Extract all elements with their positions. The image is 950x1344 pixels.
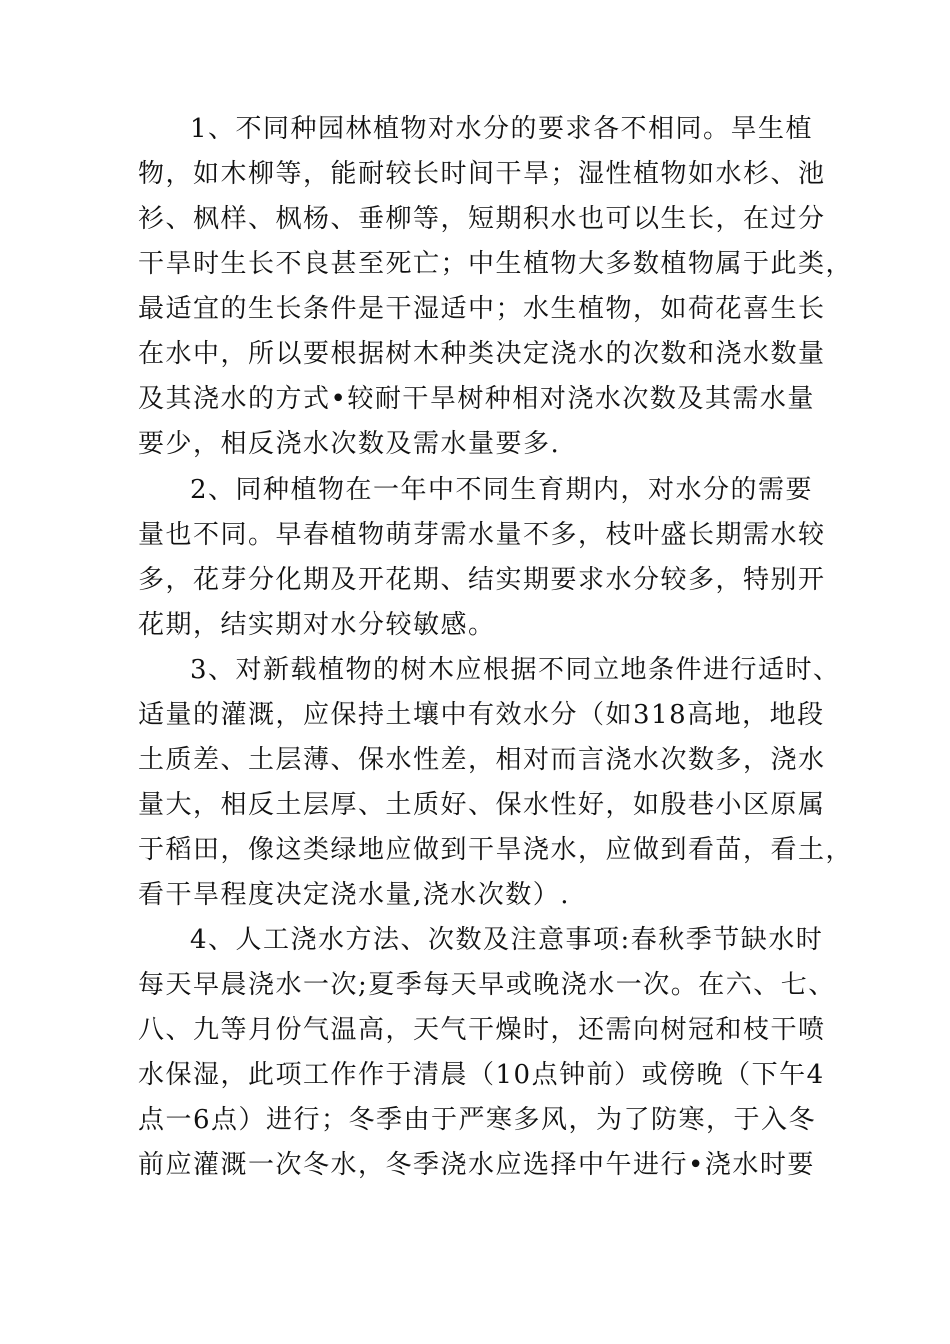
paragraph-3-line-6: 看干旱程度决定浇水量,浇水次数）. xyxy=(138,880,571,910)
paragraph-1-line-4: 干旱时生长不良甚至死亡；中生植物大多数植物属于此类， xyxy=(138,249,854,279)
paragraph-2-line-3: 多，花芽分化期及开花期、结实期要求水分较多，特别开 xyxy=(138,565,826,595)
paragraph-2-line-1: 2、同种植物在一年中不同生育期内，对水分的需要 xyxy=(190,475,814,505)
paragraph-1-line-2: 物，如木柳等，能耐较长时间干旱；湿性植物如水杉、池 xyxy=(138,159,826,189)
paragraph-1-line-8: 要少，相反浇水次数及需水量要多. xyxy=(138,429,561,459)
paragraph-2-line-2: 量也不同。早春植物萌芽需水量不多，枝叶盛长期需水较 xyxy=(138,520,826,550)
paragraph-1-line-5: 最适宜的生长条件是干湿适中；水生植物，如荷花喜生长 xyxy=(138,294,826,324)
paragraph-1-line-7: 及其浇水的方式•较耐干旱树种相对浇水次数及其需水量 xyxy=(138,384,815,414)
paragraph-2-line-4: 花期，结实期对水分较敏感。 xyxy=(138,610,496,640)
paragraph-4-line-3: 八、九等月份气温高，天气干燥时，还需向树冠和枝干喷 xyxy=(138,1015,826,1045)
paragraph-1-line-1: 1、不同种园林植物对水分的要求各不相同。旱生植 xyxy=(190,114,814,144)
paragraph-3-line-3: 土质差、土层薄、保水性差，相对而言浇水次数多，浇水 xyxy=(138,745,826,775)
paragraph-1-line-6: 在水中，所以要根据树木种类决定浇水的次数和浇水数量 xyxy=(138,339,826,369)
paragraph-4-line-1: 4、人工浇水方法、次数及注意事项:春秋季节缺水时 xyxy=(190,925,824,955)
paragraph-4-line-2: 每天早晨浇水一次;夏季每天早或晚浇水一次。在六、七、 xyxy=(138,970,836,1000)
paragraph-4-line-6: 前应灌溉一次冬水，冬季浇水应选择中午进行•浇水时要 xyxy=(138,1150,815,1180)
paragraph-4-line-5: 点一6点）进行；冬季由于严寒多风，为了防寒，于入冬 xyxy=(138,1105,817,1135)
paragraph-3-line-4: 量大，相反土层厚、土质好、保水性好，如殷巷小区原属 xyxy=(138,790,826,820)
paragraph-3-line-2: 适量的灌溉，应保持土壤中有效水分（如318高地，地段 xyxy=(138,700,825,730)
paragraph-3-line-5: 于稻田，像这类绿地应做到干旱浇水，应做到看苗，看土， xyxy=(138,835,854,865)
paragraph-3-line-1: 3、对新载植物的树木应根据不同立地条件进行适时、 xyxy=(190,655,841,685)
paragraph-4-line-4: 水保湿，此项工作作于清晨（10点钟前）或傍晚（下午4 xyxy=(138,1060,825,1090)
paragraph-1-line-3: 衫、枫样、枫杨、垂柳等，短期积水也可以生长，在过分 xyxy=(138,204,826,234)
